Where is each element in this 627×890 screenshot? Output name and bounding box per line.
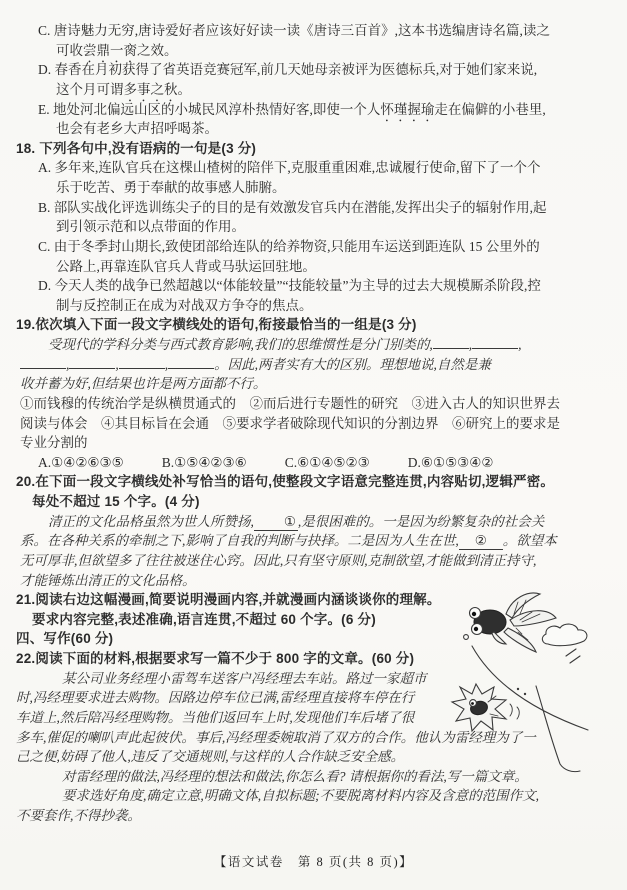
text-segment: ①而钱穆的传统治学是纵横贯通式的 ②而后进行专题性的研究 ③进入古人的知识世界去 <box>20 395 560 411</box>
text-line <box>56 178 619 198</box>
text-line <box>38 60 619 80</box>
text-line <box>38 21 619 41</box>
text-segment: E. 地处河北偏远山区的小城民风淳朴热情好客,即使一个人 <box>38 101 381 117</box>
text-line <box>20 551 619 571</box>
text-line <box>20 433 619 453</box>
text-line <box>20 335 619 355</box>
text-segment: 19.依次填入下面一段文字横线处的语句,衔接最恰当的一组是(3 分) <box>16 317 417 333</box>
emphasized-text: 尝鼎一脔 <box>83 42 137 58</box>
answer-blank <box>472 336 518 349</box>
text-segment: , <box>164 356 169 372</box>
text-segment: 无可厚非,但欲望多了往往被迷住心窍。因此,只有坚守原则,克制欲望,才能做到清正持守, <box>20 552 537 568</box>
text-segment: 才能锤炼出清正的文化品格。 <box>20 572 196 588</box>
text-segment: 对雷经理的做法,冯经理的想法和做法,你怎么看? 请根据你的看法,写一篇文章。 <box>62 768 528 784</box>
text-segment: D. 今天人类的战争已然超越以“体能较量”“技能较量”为主导的过去大规模厮杀阶段,控 <box>38 278 541 294</box>
text-line <box>56 41 619 61</box>
text-line <box>56 296 619 316</box>
text-line <box>20 512 619 532</box>
goldfish-icon <box>464 593 556 652</box>
text-segment: 这个月可谓 <box>56 81 124 97</box>
text-line <box>56 119 619 139</box>
text-line <box>20 355 619 375</box>
text-segment: 某公司业务经理小雷驾车送客户冯经理去车站。路过一家超市 <box>62 670 427 686</box>
motion-slash-marks <box>566 649 580 663</box>
text-segment: 20.在下面一段文字横线处补写恰当的语句,使整段文字语意完整连贯,内容贴切,逻辑严密。 <box>16 474 555 490</box>
answer-blank <box>119 356 165 369</box>
text-segment: 22.阅读下面的材料,根据要求写一篇不少于 800 字的文章。(60 分) <box>16 651 415 666</box>
text-segment: 多车,催促的喇叭声此起彼伏。事后,冯经理委婉取消了双方的合作。他认为雷经理为了一 <box>16 729 536 745</box>
answer-blank-numbered: ① <box>254 514 298 531</box>
text-line <box>56 80 619 100</box>
answer-blank <box>69 356 115 369</box>
text-line <box>38 158 619 178</box>
text-segment: 要求选好角度,确定立意,明确文体,自拟标题;不要脱离材料内容及含意的范围作文, <box>62 788 539 804</box>
text-segment: 。因此,两者实有大的区别。理想地说,自然是兼 <box>214 356 491 372</box>
text-segment: D. 春香在月初获得了省英语竞赛冠军,前几天她母亲被评为医德标兵,对于她们家来说, <box>38 62 538 78</box>
text-line <box>20 374 619 394</box>
answer-blank-numbered: ② <box>459 533 503 550</box>
page-footer: 【语文试卷 第 8 页(共 8 页)】 <box>213 855 414 869</box>
text-line <box>38 237 619 257</box>
text-segment: B. 部队实战化评选训练尖子的目的是有效激发官兵内在潜能,发挥出尖子的辐射作用,起 <box>38 199 547 215</box>
text-line <box>32 492 619 512</box>
text-segment: 时,冯经理要求进去购物。因路边停车位已满,雷经理直接将车停在行 <box>16 690 415 706</box>
text-segment: 21.阅读右边这幅漫画,简要说明漫画内容,并就漫画内涵谈谈你的理解。 <box>16 592 441 608</box>
text-segment: 到引领示范和以点带面的作用。 <box>56 219 245 235</box>
text-segment: C. 唐诗魅力无穷,唐诗爱好者应该好好读一读《唐诗三百首》,这本书选编唐诗名篇,读之 <box>38 23 550 38</box>
text-segment: C.⑥①④⑤②③ <box>284 454 370 470</box>
text-segment: 之效。 <box>137 42 178 58</box>
emphasized-text: 怀瑾握瑜 <box>380 101 435 117</box>
text-segment: 专业分割的 <box>20 435 88 451</box>
text-segment: , <box>115 356 119 372</box>
text-line <box>38 453 619 473</box>
text-segment: , <box>66 356 70 372</box>
text-segment: 每处不超过 15 个字。(4 分) <box>32 494 200 509</box>
text-segment: 阅读与体会 ④其目标旨在会通 ⑤要求学者破除现代知识的分割边界 ⑥研究上的要求是 <box>20 415 560 431</box>
text-segment: 系。在各种关系的牵制之下,影响了自我的判断与抉择。二是因为人生在世, <box>20 533 459 549</box>
text-segment: D.⑥①⑤③④② <box>407 454 494 470</box>
text-line <box>16 806 619 826</box>
text-line <box>56 217 619 237</box>
text-line <box>16 315 619 335</box>
text-segment: 清正的文化品格虽然为世人所赞扬, <box>48 513 254 529</box>
cartoon-goldfish-comic <box>448 590 624 780</box>
text-segment: 受现代的学科分类与西式教育影响,我们的思维惯性是分门别类的, <box>48 337 433 352</box>
answer-blank <box>433 336 469 349</box>
text-line <box>20 531 619 551</box>
text-segment: 四、写作(60 分) <box>16 631 114 647</box>
text-segment: 。欲望本 <box>502 533 557 549</box>
text-line <box>16 139 619 159</box>
text-line <box>16 472 619 492</box>
text-segment: A. 多年来,连队官兵在这棵山楂树的陪伴下,克服重重困难,忠诚履行使命,留下了一个个 <box>38 160 541 176</box>
text-segment: 不要套作,不得抄袭。 <box>16 808 141 823</box>
cloud-icon <box>542 624 587 646</box>
text-line <box>56 257 619 277</box>
text-segment: 己之便,妨碍了他人,违反了交通规则,与这样的人合作缺乏安全感。 <box>16 749 405 765</box>
text-segment: 公路上,再靠连队官兵人背或马驮运回驻地。 <box>56 258 316 274</box>
text-segment: 乐于吃苦、勇于奉献的故事感人肺腑。 <box>56 180 286 195</box>
splash-icon <box>452 684 526 731</box>
text-line <box>38 198 619 218</box>
text-segment: C. 由于冬季封山期长,致使团部给连队的给养物资,只能用车运送到距连队 15 公里外的 <box>38 238 540 254</box>
text-line <box>20 571 619 591</box>
text-line <box>38 276 619 296</box>
text-segment: A.①④②⑥③⑤ <box>38 454 124 470</box>
text-segment: 18. 下列各句中,没有语病的一句是(3 分) <box>16 140 257 156</box>
answer-blank <box>168 356 214 369</box>
text-segment: 。 <box>177 81 191 97</box>
text-segment: 收并蓄为好,但结果也许是两方面都不行。 <box>20 376 267 392</box>
text-segment: 要求内容完整,表述准确,语言连贯,不超过 60 个字。(6 分) <box>32 611 376 627</box>
text-line <box>20 394 619 414</box>
text-segment: 也会有老乡大声招呼喝茶。 <box>56 121 218 137</box>
text-segment: 走在偏僻的小巷里, <box>434 101 546 117</box>
text-segment: , <box>518 337 522 352</box>
text-line <box>20 414 619 434</box>
text-segment: 制与反控制正在成为对战双方争夺的焦点。 <box>56 297 313 313</box>
text-segment: 可收 <box>56 42 83 58</box>
text-line <box>38 100 619 120</box>
water-curve-line <box>536 686 580 772</box>
text-segment: , <box>468 337 473 352</box>
emphasized-text: 多事之秋 <box>123 81 178 97</box>
text-segment: B.①⑤④②③⑥ <box>161 454 247 470</box>
answer-blank <box>20 356 66 369</box>
text-segment: ,是很困难的。一是因为纷繁复杂的社会关 <box>297 513 545 529</box>
text-line <box>16 786 619 806</box>
text-segment: 车道上,然后陪冯经理购物。当他们返回车上时,发现他们车后堵了很 <box>16 709 415 725</box>
